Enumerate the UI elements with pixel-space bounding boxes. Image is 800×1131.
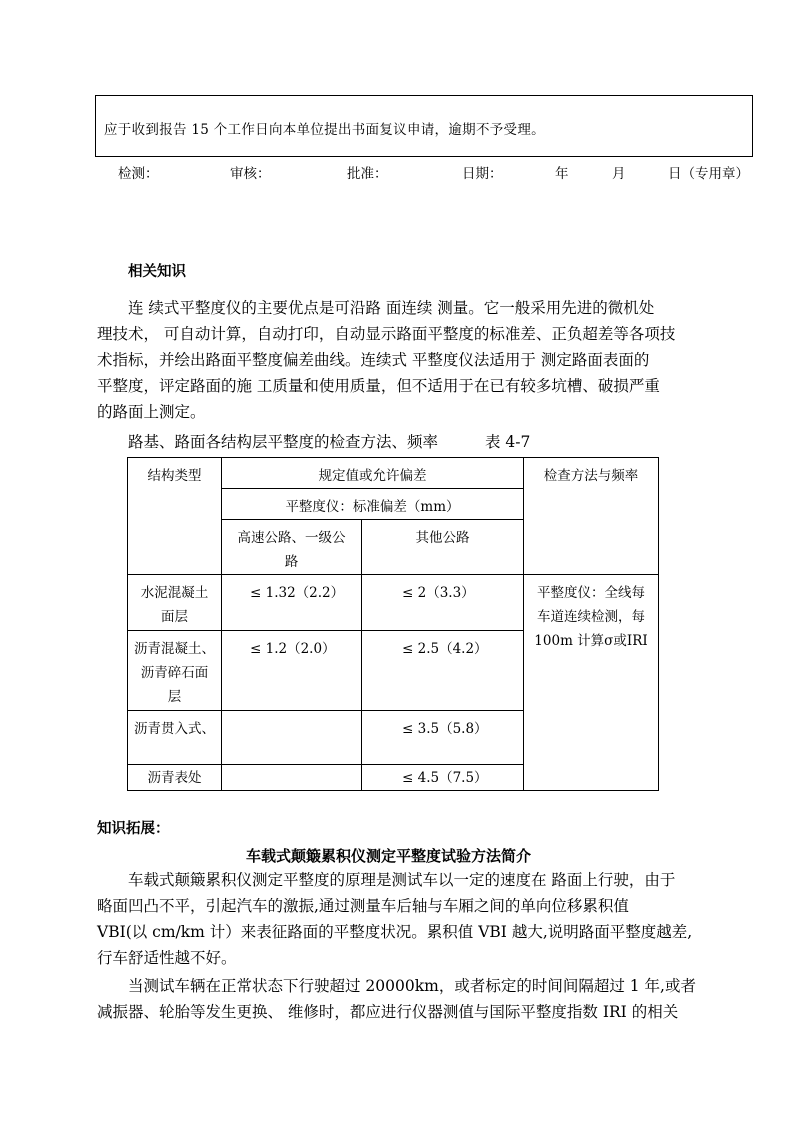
related-line-4: 平整度，评定路面的施 工质量和使用质量，但不适用于在已有较多坑槽、破损严重 — [97, 377, 660, 395]
row-highway-value: ≤ 1.32（2.2） — [222, 575, 362, 631]
sign-review: 审核： — [230, 166, 271, 182]
row-highway-value — [222, 765, 362, 791]
extension-line-5: 当测试车辆在正常状态下行驶超过 20000km，或者标定的时间间隔超过 1 年,或者 — [128, 977, 696, 995]
related-heading: 相关知识 — [128, 263, 186, 280]
row-other-value: ≤ 4.5（7.5） — [362, 765, 524, 791]
related-line-3: 术指标，并绘出路面平整度偏差曲线。连续式 平整度仪法适用于 测定路面表面的 — [97, 351, 650, 369]
related-line-2: 理技术， 可自动计算，自动打印，自动显示路面平整度的标准差、正负超差等各项技 — [97, 325, 676, 343]
extension-line-4: 行车舒适性越不好。 — [97, 949, 237, 967]
sign-year: 年 — [555, 166, 569, 182]
sign-check: 检测： — [118, 166, 159, 182]
extension-line-1: 车载式颠簸累积仪测定平整度的原理是测试车以一定的速度在 路面上行驶，由于 — [128, 871, 676, 889]
row-type: 沥青混凝土、 沥青碎石面 层 — [128, 631, 222, 711]
table-caption: 路基、路面各结构层平整度的检查方法、频率 — [128, 433, 439, 451]
row-type: 沥青贯入式、 — [128, 711, 222, 765]
extension-line-2: 略面凹凸不平，引起汽车的激振,通过测量车后轴与车厢之间的单向位移累积值 — [97, 897, 629, 915]
row-highway-value — [222, 711, 362, 765]
sign-month: 月 — [612, 166, 626, 182]
notice-box — [95, 95, 753, 157]
extension-line-6: 减振器、轮胎等发生更换、 维修时，都应进行仪器测值与国际平整度指数 IRI 的相关 — [97, 1003, 679, 1021]
header-method: 检查方法与频率 — [524, 458, 659, 575]
row-other-value: ≤ 2.5（4.2） — [362, 631, 524, 711]
extension-line-3: VBI(以 cm/km 计）来表征路面的平整度状况。累积值 VBI 越大,说明路面平整度越差, — [97, 923, 693, 941]
flatness-table — [127, 457, 659, 791]
header-structure-type: 结构类型 — [128, 458, 222, 575]
header-highway: 高速公路、一级公 路 — [222, 520, 362, 575]
related-line-1: 连 续式平整度仪的主要优点是可沿路 面连续 测量。它一般采用先进的微机处 — [128, 299, 655, 317]
related-line-5: 的路面上测定。 — [97, 403, 206, 421]
notice-text: 应于收到报告 15 个工作日向本单位提出书面复议申请，逾期不予受理。 — [104, 122, 545, 138]
row-highway-value: ≤ 1.2（2.0） — [222, 631, 362, 711]
extension-heading: 知识拓展： — [97, 820, 170, 837]
row-type: 水泥混凝土 面层 — [128, 575, 222, 631]
table-row — [128, 575, 659, 631]
header-other-road: 其他公路 — [362, 520, 524, 575]
header-subtitle: 平整度仪：标准偏差（mm） — [222, 489, 524, 520]
sign-day: 日（专用章） — [668, 166, 749, 182]
table-caption-number: 表 4-7 — [485, 433, 531, 451]
row-other-value: ≤ 2（3.3） — [362, 575, 524, 631]
row-other-value: ≤ 3.5（5.8） — [362, 711, 524, 765]
row-type: 沥青表处 — [128, 765, 222, 791]
method-cell: 平整度仪：全线每 车道连续检测，每 100m 计算σ或IRI — [524, 575, 659, 791]
sign-approve: 批准： — [347, 166, 388, 182]
sign-date: 日期： — [462, 166, 503, 182]
extension-title: 车载式颠簸累积仪测定平整度试验方法简介 — [246, 847, 532, 865]
header-allowance: 规定值或允许偏差 — [222, 458, 524, 489]
